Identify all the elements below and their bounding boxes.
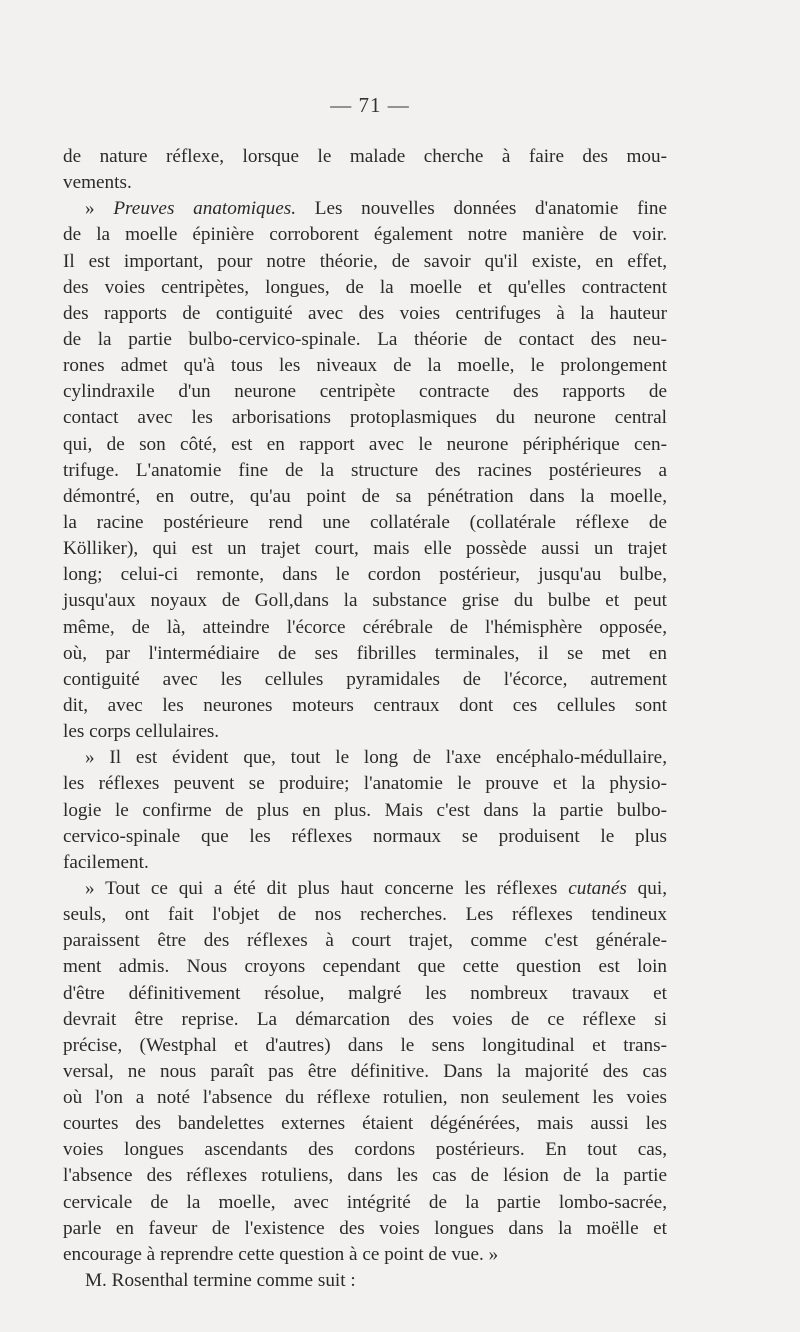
- text-line: [63, 1111, 667, 1137]
- italic-phrase: cutanés: [568, 877, 627, 899]
- text-line: [63, 1268, 667, 1294]
- text-line: [63, 1216, 667, 1242]
- line-text: cervicale de la moelle, avec intégrité de la partie lombo-sacrée,: [63, 1191, 667, 1213]
- text-line: [63, 249, 667, 275]
- text-line: [63, 222, 667, 248]
- line-text: » Il est évident que, tout le long de l'axe encéphalo-médullaire,: [85, 747, 667, 769]
- line-text: de nature réflexe, lorsque le malade cherche à faire des mou-: [63, 146, 667, 167]
- text-line: [63, 902, 667, 928]
- text-line: [63, 353, 667, 379]
- line-text: des voies centripètes, longues, de la moelle et qu'elles contractent: [63, 276, 667, 298]
- line-text: voies longues ascendants des cordons postérieurs. En tout cas,: [63, 1139, 667, 1161]
- line-text: paraissent être des réflexes à court trajet, comme c'est générale-: [63, 930, 667, 952]
- line-text: contiguité avec les cellules pyramidales de l'écorce, autrement: [63, 668, 667, 690]
- text-line: [63, 510, 667, 536]
- line-text: versal, ne nous paraît pas être définitive. Dans la majorité des cas: [63, 1060, 667, 1082]
- text-line: [63, 196, 667, 222]
- text-line: [63, 588, 667, 614]
- line-text: des rapports de contiguité avec des voies centrifuges à la hauteur: [63, 302, 667, 324]
- text-line: [63, 954, 667, 980]
- text-line: [63, 301, 667, 327]
- line-text: parle en faveur de l'existence des voies longues dans la moëlle et: [63, 1217, 667, 1239]
- text-line: [63, 458, 667, 484]
- text-line: [63, 667, 667, 693]
- text-line: [63, 719, 667, 745]
- page-number: — 71 —: [330, 93, 410, 117]
- text-line: [63, 327, 667, 353]
- text-line: [63, 484, 667, 510]
- text-line: [63, 536, 667, 562]
- line-text: Kölliker), qui est un trajet court, mais elle possède aussi un trajet: [63, 538, 667, 560]
- line-text: seuls, ont fait l'objet de nos recherches. Les réflexes tendineux: [63, 904, 667, 926]
- line-text: Les nouvelles données d'anatomie fine: [296, 198, 667, 220]
- text-line: [63, 1059, 667, 1085]
- line-text: les réflexes peuvent se produire; l'anatomie le prouve et la physio-: [63, 773, 667, 795]
- line-text: de la moelle épinière corroborent également notre manière de voir.: [63, 224, 667, 246]
- line-text: devrait être reprise. La démarcation des voies de ce réflexe si: [63, 1008, 667, 1030]
- text-line: [63, 1242, 667, 1268]
- line-text: de la partie bulbo-cervico-spinale. La théorie de contact des neu-: [63, 328, 667, 350]
- text-line: [63, 745, 667, 771]
- line-text: vements.: [63, 172, 132, 194]
- line-prefix: »: [85, 198, 114, 220]
- line-text: cervico-spinale que les réflexes normaux se produisent le plus: [63, 825, 667, 847]
- text-line: [63, 1007, 667, 1033]
- text-line: [63, 144, 667, 170]
- text-line: [63, 850, 667, 876]
- line-text: l'absence des réflexes rotuliens, dans les cas de lésion de la partie: [63, 1165, 667, 1187]
- text-line: [63, 405, 667, 431]
- line-text: Il est important, pour notre théorie, de savoir qu'il existe, en effet,: [63, 250, 667, 272]
- line-prefix: » Tout ce qui a été dit plus haut concerne les réflexes: [85, 877, 569, 899]
- line-text: cylindraxile d'un neurone centripète contracte des rapports de: [63, 381, 667, 403]
- line-text: contact avec les arborisations protoplasmiques du neurone central: [63, 407, 667, 429]
- text-line: [63, 170, 667, 196]
- line-text: rones admet qu'à tous les niveaux de la moelle, le prolongement: [63, 355, 667, 377]
- line-text: facilement.: [63, 851, 149, 873]
- text-line: [63, 615, 667, 641]
- line-text: où l'on a noté l'absence du réflexe rotulien, non seulement les voies: [63, 1087, 667, 1109]
- line-text: courtes des bandelettes externes étaient dégénérées, mais aussi les: [63, 1113, 667, 1135]
- text-line: [63, 1085, 667, 1111]
- line-text: long; celui-ci remonte, dans le cordon postérieur, jusqu'au bulbe,: [63, 564, 667, 586]
- text-line: [63, 432, 667, 458]
- body-text: [63, 144, 667, 1294]
- line-text: la racine postérieure rend une collatérale (collatérale réflexe de: [63, 511, 667, 533]
- line-text: les corps cellulaires.: [63, 721, 220, 743]
- text-line: [63, 1137, 667, 1163]
- text-line: [63, 693, 667, 719]
- text-line: [63, 379, 667, 405]
- line-text: d'être définitivement résolue, malgré les nombreux travaux et: [63, 982, 667, 1004]
- text-line: [63, 876, 667, 902]
- line-text: M. Rosenthal termine comme suit :: [85, 1270, 356, 1292]
- text-line: [63, 798, 667, 824]
- line-text: où, par l'intermédiaire de ses fibrilles terminales, il se met en: [63, 642, 667, 664]
- line-text: dit, avec les neurones moteurs centraux dont ces cellules sont: [63, 694, 667, 716]
- text-line: [63, 981, 667, 1007]
- line-text: qui, de son côté, est en rapport avec le neurone périphérique cen-: [63, 433, 667, 455]
- line-text: jusqu'aux noyaux de Goll,dans la substance grise du bulbe et peut: [63, 590, 667, 612]
- text-line: [63, 1190, 667, 1216]
- text-line: [63, 641, 667, 667]
- text-line: [63, 1033, 667, 1059]
- line-text: même, de là, atteindre l'écorce cérébrale de l'hémisphère opposée,: [63, 616, 667, 638]
- text-line: [63, 928, 667, 954]
- line-text: encourage à reprendre cette question à ce point de vue. »: [63, 1243, 499, 1265]
- line-text: logie le confirme de plus en plus. Mais c'est dans la partie bulbo-: [63, 799, 667, 821]
- text-line: [63, 824, 667, 850]
- line-text: trifuge. L'anatomie fine de la structure des racines postérieures a: [63, 459, 667, 481]
- line-text: ment admis. Nous croyons cependant que cette question est loin: [63, 956, 667, 978]
- text-line: [63, 1163, 667, 1189]
- line-text: précise, (Westphal et d'autres) dans le sens longitudinal et trans-: [63, 1034, 667, 1056]
- text-line: [63, 771, 667, 797]
- line-text: démontré, en outre, qu'au point de sa pénétration dans la moelle,: [63, 485, 667, 507]
- text-line: [63, 275, 667, 301]
- text-line: [63, 562, 667, 588]
- italic-phrase: Preuves anatomiques.: [113, 198, 297, 220]
- line-text: qui,: [626, 877, 667, 899]
